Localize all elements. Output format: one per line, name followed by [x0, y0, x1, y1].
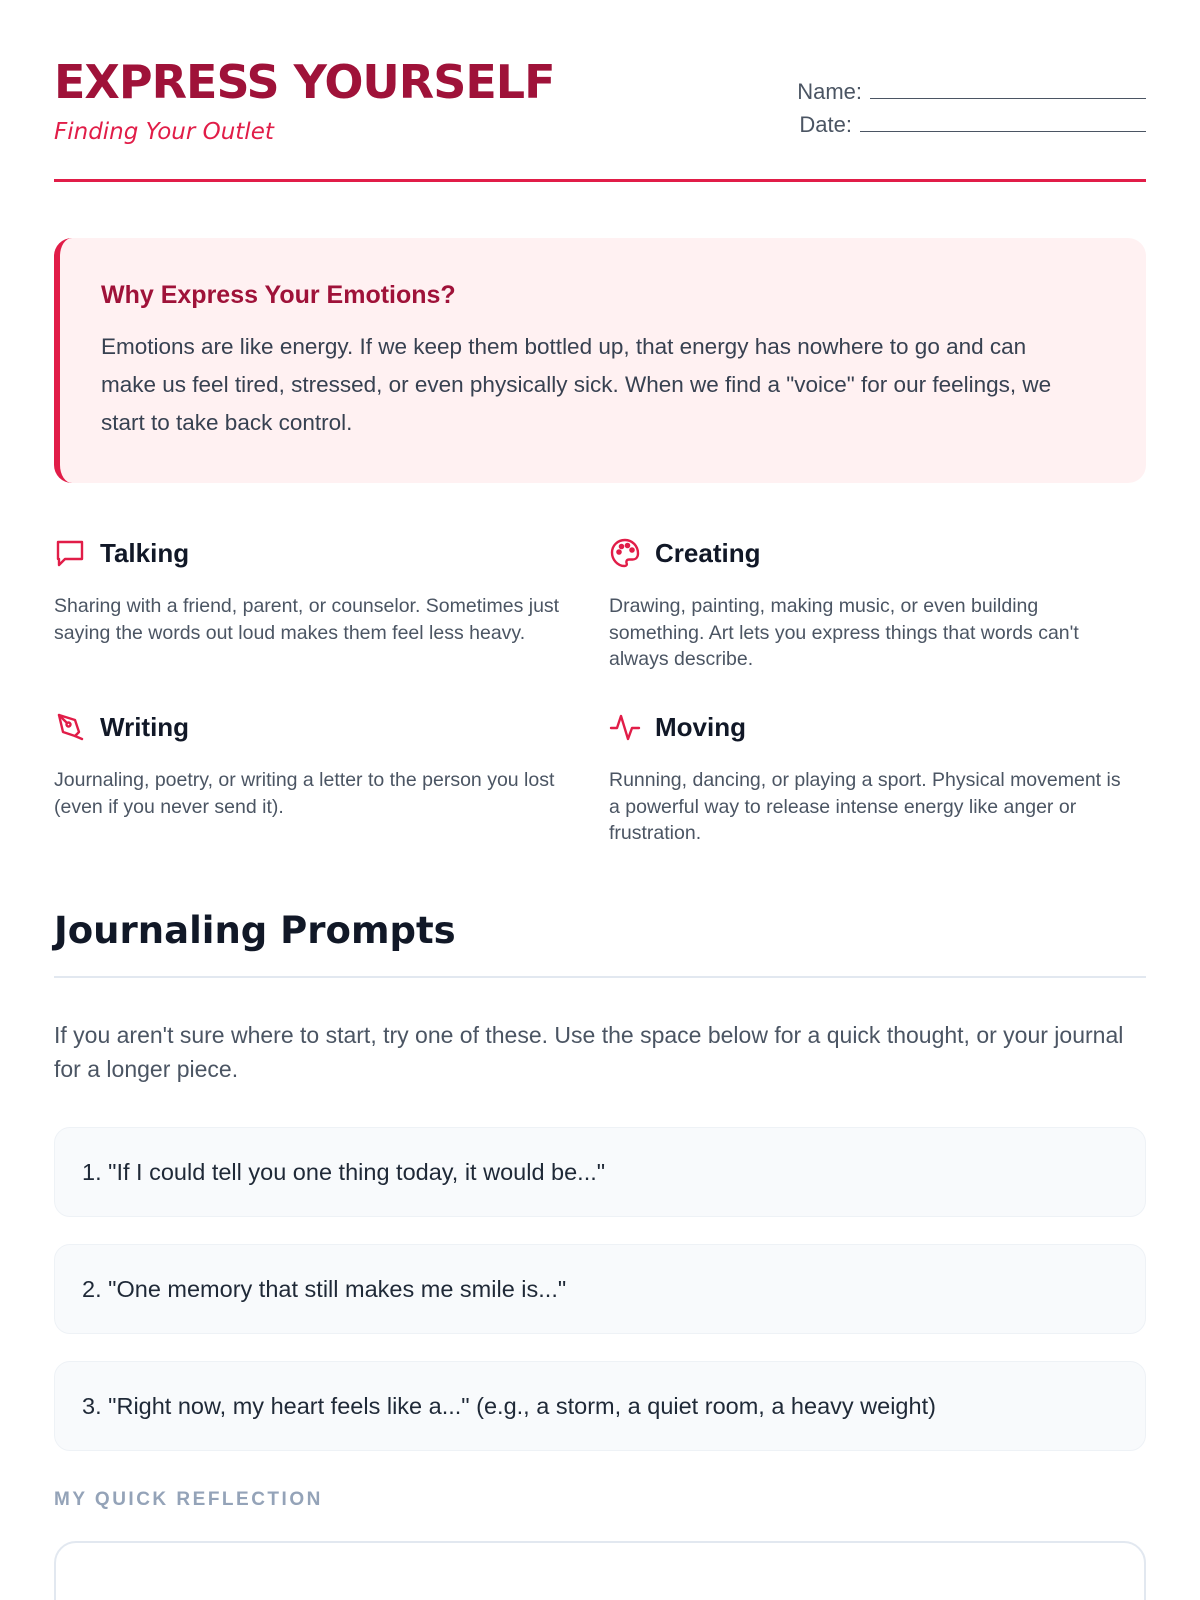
outlet-creating-header [609, 533, 1129, 573]
date-row [746, 105, 1146, 138]
name-date-fields [746, 72, 1146, 138]
prompt-text-1: 1. "If I could tell you one thing today, it would be..." [82, 1158, 606, 1185]
outlet-moving-header [609, 707, 1129, 747]
outlet-writing-title: Writing [100, 711, 190, 742]
name-row [746, 72, 1146, 105]
journaling-intro: If you aren't sure where to start, try one of these. Use the space below for a quick thought, or your journal for a longer piece. [54, 1022, 1124, 1082]
callout-title: Why Express Your Emotions? [101, 281, 456, 309]
chat-bubble-icon [54, 537, 86, 569]
outlet-talking-description: Sharing with a friend, parent, or counselor. Sometimes just saying the words out loud makes them feel less heavy. [54, 595, 560, 644]
pen-nib-icon [54, 711, 86, 743]
prompt-text-3: 3. "Right now, my heart feels like a..." (e.g., a storm, a quiet room, a heavy weight) [82, 1392, 936, 1419]
outlet-writing-header [54, 707, 574, 747]
page-title: EXPRESS YOURSELF [54, 55, 555, 109]
reflection-writing-box[interactable] [54, 1541, 1146, 1600]
name-label: Name: [797, 79, 862, 104]
outlet-writing [54, 707, 574, 820]
prompt-card-1 [54, 1127, 1146, 1217]
pulse-icon [609, 711, 641, 743]
outlet-talking-title: Talking [100, 537, 190, 568]
outlet-writing-description: Journaling, poetry, or writing a letter to the person you lost (even if you never send it). [54, 769, 555, 818]
header-divider [54, 179, 1146, 182]
outlet-talking-header [54, 533, 574, 573]
prompt-card-3 [54, 1361, 1146, 1451]
page-subtitle: Finding Your Outlet [54, 119, 274, 145]
worksheet-page [54, 0, 1146, 1600]
date-field-line[interactable] [860, 113, 1146, 132]
palette-icon [609, 537, 641, 569]
callout-text: Emotions are like energy. If we keep them bottled up, that energy has nowhere to go and can make us feel tired, stressed, or even physically sick. When we find a "voice" for our feelings, we start to take back control. [101, 334, 1052, 435]
prompt-card-2 [54, 1244, 1146, 1334]
date-label: Date: [799, 112, 852, 137]
outlet-creating [609, 533, 1129, 673]
reflection-label: MY QUICK REFLECTION [54, 1489, 323, 1510]
prompt-text-2: 2. "One memory that still makes me smile is..." [82, 1275, 567, 1302]
name-field-line[interactable] [870, 80, 1146, 99]
outlet-moving [609, 707, 1129, 847]
worksheet-header [54, 50, 1146, 182]
outlet-moving-description: Running, dancing, or playing a sport. Physical movement is a powerful way to release intense energy like anger or frustration. [609, 769, 1121, 844]
why-express-callout [54, 238, 1146, 483]
journaling-divider [54, 976, 1146, 978]
outlet-moving-title: Moving [655, 711, 746, 742]
outlet-talking [54, 533, 574, 646]
journaling-prompts-heading: Journaling Prompts [54, 909, 456, 952]
outlet-creating-description: Drawing, painting, making music, or even building something. Art lets you express things that words can't always describe. [609, 595, 1079, 670]
outlet-creating-title: Creating [655, 537, 761, 568]
